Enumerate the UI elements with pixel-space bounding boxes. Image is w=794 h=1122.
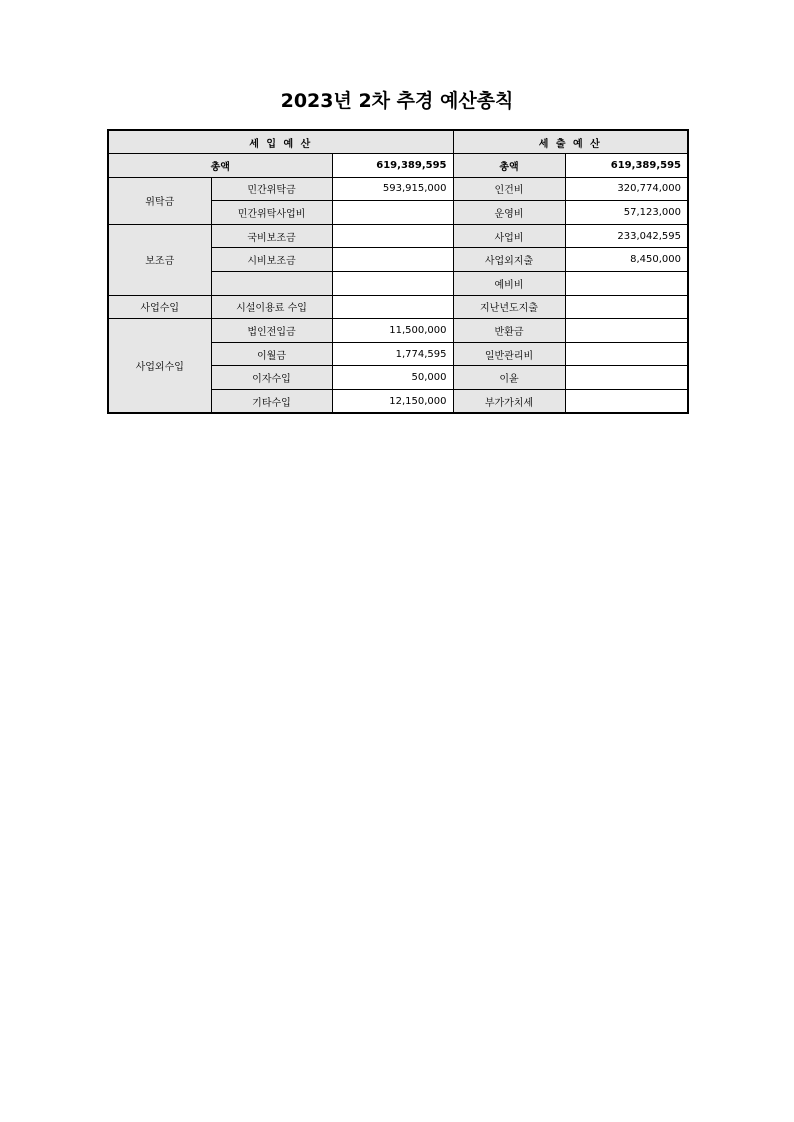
expense-item-label: 예비비: [453, 272, 565, 296]
revenue-item-label: 법인전입금: [211, 319, 332, 343]
expense-item-value: [565, 390, 688, 414]
revenue-item-value: 593,915,000: [332, 177, 453, 201]
budget-table: [107, 129, 689, 414]
revenue-item-value: 50,000: [332, 366, 453, 390]
revenue-group-label: 위탁금: [108, 177, 211, 224]
table-row: [108, 224, 688, 248]
revenue-item-label: [211, 272, 332, 296]
expense-item-label: 지난년도지출: [453, 295, 565, 319]
expense-item-value: [565, 272, 688, 296]
expense-item-label: 사업비: [453, 224, 565, 248]
expense-item-value: [565, 342, 688, 366]
expense-item-value: 233,042,595: [565, 224, 688, 248]
revenue-item-value: [332, 201, 453, 225]
table-row: [108, 319, 688, 343]
total-row: [108, 154, 688, 178]
expense-item-value: 320,774,000: [565, 177, 688, 201]
revenue-item-label: 기타수입: [211, 390, 332, 414]
expense-item-value: 8,450,000: [565, 248, 688, 272]
revenue-item-value: [332, 272, 453, 296]
revenue-item-value: [332, 295, 453, 319]
page-title: 2023년 2차 추경 예산총칙: [280, 90, 514, 112]
expense-total-label: 총액: [453, 154, 565, 178]
revenue-item-value: 11,500,000: [332, 319, 453, 343]
table-row: [108, 177, 688, 201]
revenue-group-label: 보조금: [108, 224, 211, 295]
revenue-item-label: 이자수입: [211, 366, 332, 390]
revenue-item-label: 이월금: [211, 342, 332, 366]
expense-item-label: 사업외지출: [453, 248, 565, 272]
revenue-total-label: 총액: [108, 154, 332, 178]
expense-total-value: 619,389,595: [565, 154, 688, 178]
expense-item-label: 운영비: [453, 201, 565, 225]
revenue-item-label: 시설이용료 수입: [211, 295, 332, 319]
revenue-item-value: 12,150,000: [332, 390, 453, 414]
revenue-total-value: 619,389,595: [332, 154, 453, 178]
revenue-item-label: 국비보조금: [211, 224, 332, 248]
expense-item-label: 반환금: [453, 319, 565, 343]
revenue-item-label: 민간위탁사업비: [211, 201, 332, 225]
revenue-group-label: 사업외수입: [108, 319, 211, 413]
expense-item-value: [565, 295, 688, 319]
revenue-item-label: 민간위탁금: [211, 177, 332, 201]
revenue-item-value: [332, 224, 453, 248]
expense-item-value: [565, 366, 688, 390]
expense-header: 세 출 예 산: [453, 130, 688, 154]
revenue-item-value: 1,774,595: [332, 342, 453, 366]
expense-item-label: 인건비: [453, 177, 565, 201]
expense-item-label: 이윤: [453, 366, 565, 390]
revenue-item-label: 시비보조금: [211, 248, 332, 272]
revenue-item-value: [332, 248, 453, 272]
revenue-header: 세 입 예 산: [108, 130, 453, 154]
header-row: [108, 130, 688, 154]
expense-item-label: 일반관리비: [453, 342, 565, 366]
table-row: [108, 295, 688, 319]
expense-item-label: 부가가치세: [453, 390, 565, 414]
expense-item-value: 57,123,000: [565, 201, 688, 225]
expense-item-value: [565, 319, 688, 343]
revenue-group-label: 사업수입: [108, 295, 211, 319]
